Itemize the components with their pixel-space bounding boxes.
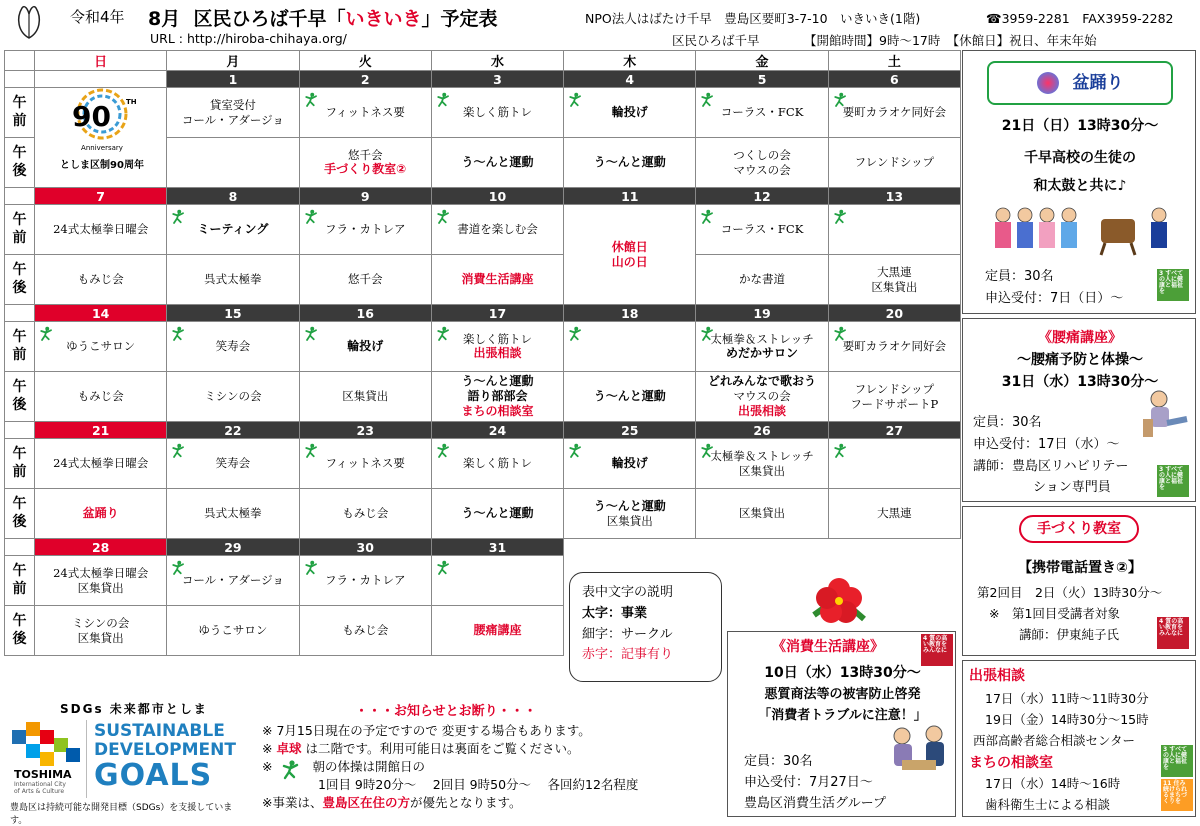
event-text: 出張相談 <box>473 346 522 361</box>
event-text: 要町カラオケ同好会 <box>842 105 946 120</box>
event-text: コール・アダージョ <box>181 573 284 588</box>
day-pm-cell <box>299 606 431 656</box>
date-number: 16 <box>299 305 431 322</box>
date-number: 3 <box>431 71 563 88</box>
back-date: 31日（水）13時30分～ <box>1001 374 1159 390</box>
legend-title: 表中文字の説明 <box>582 585 674 600</box>
day-pm-cell <box>35 489 167 539</box>
sdg4-icon: 4 質の高い教育をみんなに <box>921 634 953 666</box>
day-am-cell <box>35 556 167 606</box>
exercise-figure-icon <box>833 443 848 459</box>
back-lecturer2: ション専門員 <box>1033 480 1111 495</box>
event-text: 書道を楽しむ会 <box>457 222 538 237</box>
am-label: 午前 <box>5 205 35 255</box>
date-number: 10 <box>431 188 563 205</box>
back-lecturer1: 講師：豊島区リハビリテー <box>973 459 1129 474</box>
day-pm-cell <box>696 138 828 188</box>
consumer-l1: 悪質商法等の被害防止啓発 <box>764 687 921 702</box>
bon-odori-panel <box>962 50 1196 314</box>
event-text: かな書道 <box>739 272 786 287</box>
am-label: 午前 <box>5 439 35 489</box>
consult-title2: まちの相談室 <box>969 755 1053 771</box>
craft-note: ※ 第1回目受講者対象 <box>989 606 1120 621</box>
date-number: 27 <box>828 422 960 439</box>
event-text: 輪投げ <box>611 105 648 119</box>
date-number: 8 <box>167 188 299 205</box>
exercise-figure-icon <box>700 326 715 342</box>
notice-line5: ※事業は、豊島区在住の方が優先となります。 <box>262 795 522 810</box>
day-pm-cell <box>828 372 960 422</box>
exercise-figure-icon <box>39 326 54 342</box>
day-pm-cell <box>564 489 696 539</box>
event-text: コーラス・FCK <box>720 105 804 120</box>
event-text: どれみんなで歌おう <box>708 374 817 389</box>
date-number: 18 <box>564 305 696 322</box>
date-number: 23 <box>299 422 431 439</box>
weekday-header: 日 <box>35 51 167 71</box>
event-text: 区集貸出 <box>606 513 653 528</box>
event-text: コーラス・FCK <box>720 222 804 237</box>
hibiscus-icon <box>808 575 870 627</box>
craft-title: 手づくり教室 <box>1019 515 1139 543</box>
event-text: 区集貸出 <box>739 463 786 478</box>
day-am-cell <box>167 556 299 606</box>
event-text: う～んと運動 <box>593 155 666 169</box>
sdgs-caption: 豊島区は持続可能な開発目標（SDGs）を支援しています。 <box>10 803 233 826</box>
am-label: 午前 <box>5 556 35 606</box>
event-text: 区集貸出 <box>77 580 124 595</box>
event-text: ミシンの会 <box>72 616 130 631</box>
date-number: 19 <box>696 305 828 322</box>
day-pm-cell <box>828 138 960 188</box>
date-number: 14 <box>35 305 167 322</box>
back-sub: ～腰痛予防と体操～ <box>1017 352 1143 368</box>
weekday-header: 木 <box>564 51 696 71</box>
sdgs-goals: GOALS <box>94 758 213 793</box>
consumer-date: 10日（水）13時30分～ <box>764 665 921 681</box>
back-pain-panel <box>962 318 1196 502</box>
sdgs-city-logo <box>8 700 248 826</box>
day-am-cell <box>299 556 431 606</box>
event-text: 区集貸出 <box>739 506 786 521</box>
date-number: 6 <box>828 71 960 88</box>
url-link[interactable]: URL : http://hiroba-chihaya.org/ <box>150 31 347 46</box>
event-text: 太極拳＆ストレッチ <box>710 331 814 346</box>
day-pm-cell <box>431 372 563 422</box>
exercise-figure-icon <box>568 443 583 459</box>
exercise-figure-icon <box>833 92 848 108</box>
day-pm-cell <box>167 606 299 656</box>
day-am-cell <box>167 205 299 255</box>
day-pm-cell <box>696 489 828 539</box>
exercise-figure-icon <box>568 92 583 108</box>
exercise-figure-icon <box>700 209 715 225</box>
event-text: 笑寿会 <box>215 339 251 354</box>
date-number: 9 <box>299 188 431 205</box>
date-number: 25 <box>564 422 696 439</box>
event-text: 楽しく筋トレ <box>462 331 532 346</box>
exercise-figure-icon <box>436 326 451 342</box>
date-number: 20 <box>828 305 960 322</box>
weekday-header: 水 <box>431 51 563 71</box>
event-text: ミーティング <box>197 222 269 236</box>
am-label: 午前 <box>5 88 35 138</box>
date-number: 5 <box>696 71 828 88</box>
day-pm-cell <box>299 489 431 539</box>
weekday-header: 土 <box>828 51 960 71</box>
day-pm-cell <box>299 372 431 422</box>
toshima-mosaic-icon <box>12 722 80 766</box>
day-pm-cell <box>167 138 299 188</box>
sdg3-icon: 3 すべての人に健康と福祉を <box>1157 465 1189 497</box>
exercise-figure-icon <box>304 443 319 459</box>
notice-line3: ※ 朝の体操は開館日の <box>262 759 425 774</box>
legend-box <box>569 572 722 682</box>
day-am-cell <box>167 88 299 138</box>
event-text: ゆうこサロン <box>198 623 268 638</box>
event-text: 24式太極拳日曜会 <box>53 566 149 581</box>
date-number: 1 <box>167 71 299 88</box>
org-address: NPO法人はばたけ千早 豊島区要町3-7-10 いきいき(1階) <box>585 11 921 26</box>
event-text: 山の日 <box>611 254 648 269</box>
phone-fax: ☎3959-2281 FAX3959-2282 <box>986 11 1174 26</box>
event-text: マウスの会 <box>733 389 791 404</box>
date-number: 26 <box>696 422 828 439</box>
day-am-cell <box>564 439 696 489</box>
date-number: 17 <box>431 305 563 322</box>
day-pm-cell <box>167 372 299 422</box>
event-text: フレンドシップ <box>854 155 935 170</box>
stretch-illustration <box>1139 389 1191 443</box>
date-number: 21 <box>35 422 167 439</box>
exercise-figure-icon <box>171 209 186 225</box>
dancers-illustration <box>989 201 1179 261</box>
day-pm-cell <box>431 138 563 188</box>
date-number: 4 <box>564 71 696 88</box>
weekday-header: 火 <box>299 51 431 71</box>
event-text: もみじ会 <box>342 623 389 638</box>
event-text: めだかサロン <box>726 346 799 361</box>
event-text: 輪投げ <box>347 339 384 353</box>
event-text: コール・アダージョ <box>181 112 284 127</box>
day-pm-cell <box>696 255 828 305</box>
consumer-cap: 定員：30名 <box>744 754 813 769</box>
anniv-sub: Anniversary <box>81 144 123 152</box>
consult-l5: 歯科衛生士による相談 <box>985 797 1111 812</box>
consult-l2: 19日（金）14時30分～15時 <box>985 712 1149 727</box>
event-text: 太極拳＆ストレッチ <box>710 449 814 464</box>
event-text: もみじ会 <box>77 272 124 287</box>
date-number: 7 <box>35 188 167 205</box>
event-text: 輪投げ <box>611 456 648 470</box>
event-text: フラ・カトレア <box>324 222 406 237</box>
consumer-apply: 申込受付：7月27日～ <box>744 775 873 790</box>
event-text: 悠千会 <box>347 272 383 287</box>
event-text: 24式太極拳日曜会 <box>53 456 149 471</box>
date-number: 24 <box>431 422 563 439</box>
day-am-cell <box>167 322 299 372</box>
date-number: 13 <box>828 188 960 205</box>
pm-label: 午後 <box>5 606 35 656</box>
day-pm-cell <box>431 489 563 539</box>
event-text: 大黒連 <box>877 265 912 280</box>
consumer-lecture-panel <box>727 631 956 817</box>
event-text: 呉式太極拳 <box>204 506 262 521</box>
page-title: 8月 区民ひろば千早「いきいき」予定表 <box>148 8 498 30</box>
date-number: 2 <box>299 71 431 88</box>
sdg11-icon: 11 住み続けられるまちづくりを <box>1161 779 1193 811</box>
bon-l1: 千早高校の生徒の <box>1024 150 1136 166</box>
pm-label: 午後 <box>5 489 35 539</box>
sdg4-icon: 4 質の高い教育をみんなに <box>1157 617 1189 649</box>
am-label: 午前 <box>5 322 35 372</box>
bon-date: 21日（日）13時30分～ <box>1001 118 1159 134</box>
notice-body <box>262 722 638 812</box>
event-text: ゆうこサロン <box>66 339 136 354</box>
exercise-figure-icon <box>281 760 301 784</box>
event-text: 語り部部会 <box>467 389 528 403</box>
back-title: 《腰痛講座》 <box>1038 330 1122 346</box>
exercise-figure-icon <box>436 443 451 459</box>
pm-label: 午後 <box>5 372 35 422</box>
day-am-cell <box>299 439 431 489</box>
day-am-cell <box>35 322 167 372</box>
pm-label: 午後 <box>5 255 35 305</box>
day-am-cell <box>564 88 696 138</box>
event-text: 区集貸出 <box>342 389 389 404</box>
exercise-figure-icon <box>171 560 186 576</box>
day-pm-cell <box>828 255 960 305</box>
date-number: 28 <box>35 539 167 556</box>
sdg3-icon: 3 すべての人に健康と福祉を <box>1157 269 1189 301</box>
day-am-cell <box>696 205 828 255</box>
event-text: フラ・カトレア <box>324 573 406 588</box>
day-pm-cell <box>564 372 696 422</box>
day-pm-cell <box>696 372 828 422</box>
event-text: う～んと運動 <box>461 155 534 169</box>
day-pm-cell <box>431 255 563 305</box>
event-text: う～んと運動 <box>461 374 534 388</box>
people-illustration <box>888 724 950 778</box>
event-text: 大黒連 <box>877 506 912 521</box>
event-text: 楽しく筋トレ <box>462 105 532 120</box>
sdgs-city-sub2: of Arts & Culture <box>14 788 65 795</box>
sdgs-top: SDGs 未来都市としま <box>60 702 208 716</box>
legend-thin: 細字：サークル <box>582 626 673 642</box>
weekday-header: 月 <box>167 51 299 71</box>
event-text: 盆踊り <box>82 506 119 520</box>
notice-line2: ※ 卓球 は二階です。利用可能日は裏面をご覧ください。 <box>262 741 580 756</box>
day-am-cell <box>299 322 431 372</box>
exercise-figure-icon <box>304 326 319 342</box>
event-text: 楽しく筋トレ <box>462 456 532 471</box>
day-am-cell <box>564 322 696 372</box>
day-am-cell <box>431 205 563 255</box>
exercise-figure-icon <box>304 560 319 576</box>
event-text: フィットネス要 <box>325 105 405 120</box>
event-text: 休館日 <box>611 239 648 254</box>
date-number: 22 <box>167 422 299 439</box>
bon-title-box: 盆踊り <box>987 61 1173 105</box>
exercise-figure-icon <box>171 443 186 459</box>
day-pm-cell <box>299 138 431 188</box>
event-text: 悠千会 <box>347 147 383 162</box>
date-number: 31 <box>431 539 563 556</box>
event-text: フードサポートP <box>850 396 939 411</box>
day-pm-cell <box>167 255 299 305</box>
day-am-cell <box>167 439 299 489</box>
consult-title: 出張相談 <box>969 668 1025 684</box>
weekday-header: 金 <box>696 51 828 71</box>
fan-icon <box>1037 72 1059 94</box>
day-pm-cell <box>299 255 431 305</box>
day-am-cell <box>431 439 563 489</box>
day-pm-cell <box>564 138 696 188</box>
day-am-cell <box>299 205 431 255</box>
event-text: 笑寿会 <box>215 456 251 471</box>
craft-lecturer: 講師：伊東純子氏 <box>1019 627 1120 642</box>
craft-sub: 【携帯電話置き②】 <box>1018 560 1142 576</box>
exercise-figure-icon <box>700 92 715 108</box>
corner-cell <box>5 51 35 71</box>
event-text: 消費生活講座 <box>461 272 534 286</box>
day-am-cell <box>828 205 960 255</box>
exercise-figure-icon <box>436 92 451 108</box>
consult-l4: 17日（水）14時～16時 <box>985 776 1121 791</box>
exercise-figure-icon <box>833 326 848 342</box>
era: 令和4年 <box>70 8 125 26</box>
back-apply: 申込受付：17日（水）～ <box>973 437 1120 452</box>
date-number: 12 <box>696 188 828 205</box>
logo-icon <box>14 2 44 42</box>
anniv-th: TH <box>126 98 137 106</box>
event-text: 区集貸出 <box>77 630 124 645</box>
day-am-cell <box>828 88 960 138</box>
day-am-cell <box>431 322 563 372</box>
day-pm-cell <box>35 606 167 656</box>
day-am-cell <box>431 88 563 138</box>
exercise-figure-icon <box>833 209 848 225</box>
consultation-panel <box>962 660 1196 817</box>
event-text: う～んと運動 <box>593 389 666 403</box>
notice-line4: 1回目 9時20分～ 2回目 9時50分～ 各回約12名程度 <box>318 777 639 792</box>
day-am-cell <box>828 439 960 489</box>
exercise-figure-icon <box>171 326 186 342</box>
event-text: 貸室受付 <box>209 98 256 113</box>
day-am-cell <box>564 205 696 305</box>
day-pm-cell <box>35 372 167 422</box>
event-text: つくしの会 <box>733 148 791 163</box>
event-text: マウスの会 <box>733 162 791 177</box>
event-text: 腰痛講座 <box>473 623 522 637</box>
notice-line1: ※ 7月15日現在の予定ですので 変更する場合もあります。 <box>262 723 591 738</box>
anniversary-logo <box>42 88 162 180</box>
sdgs-city: TOSHIMA <box>14 768 72 781</box>
pm-label: 午後 <box>5 138 35 188</box>
anniv-caption: としま区制90周年 <box>60 160 144 171</box>
opening-hours: 【開館時間】9時～17時 【休館日】祝日、年末年始 <box>804 33 1097 48</box>
sdgs-sus: SUSTAINABLE <box>94 721 225 741</box>
sdg3-icon: 3 すべての人に健康と福祉を <box>1161 745 1193 777</box>
back-cap: 定員：30名 <box>973 415 1042 430</box>
day-am-cell <box>35 439 167 489</box>
sdgs-city-sub1: International City <box>14 781 66 788</box>
consult-l1: 17日（水）11時～11時30分 <box>985 691 1149 706</box>
day-am-cell <box>35 205 167 255</box>
date-number: 30 <box>299 539 431 556</box>
day-am-cell <box>696 322 828 372</box>
day-pm-cell <box>828 489 960 539</box>
legend-red: 赤字：記事有り <box>582 647 674 663</box>
consumer-title: 《消費生活講座》 <box>772 639 884 655</box>
bon-apply: 申込受付：7日（日）～ <box>985 291 1124 306</box>
event-text: 出張相談 <box>738 403 787 418</box>
exercise-figure-icon <box>436 560 451 576</box>
event-text: フィットネス要 <box>325 456 405 471</box>
craft-panel <box>962 506 1196 656</box>
craft-date: 第2回目 2日（火）13時30分～ <box>977 585 1163 600</box>
anniv-number: 90 <box>72 100 111 133</box>
consult-l3: 西部高齢者総合相談センター <box>973 733 1136 748</box>
bon-cap: 定員：30名 <box>985 269 1054 284</box>
event-text: 24式太極拳日曜会 <box>53 222 149 237</box>
exercise-figure-icon <box>700 443 715 459</box>
event-text: 区集貸出 <box>871 279 918 294</box>
event-text: もみじ会 <box>342 506 389 521</box>
event-text: フレンドシップ <box>854 382 935 397</box>
date-number: 15 <box>167 305 299 322</box>
event-text: 呉式太極拳 <box>204 272 262 287</box>
event-text: う～んと運動 <box>593 498 666 513</box>
day-pm-cell <box>35 255 167 305</box>
bon-l2: 和太鼓と共に♪ <box>1033 178 1127 194</box>
day-am-cell <box>299 88 431 138</box>
legend-bold: 太字：事業 <box>582 605 648 621</box>
consumer-l2: 「消費者トラブルに注意！」 <box>758 708 927 723</box>
day-am-cell <box>828 322 960 372</box>
exercise-figure-icon <box>568 326 583 342</box>
hiroba-name: 区民ひろば千早 <box>672 33 760 48</box>
event-text: 要町カラオケ同好会 <box>842 339 946 354</box>
day-am-cell <box>696 439 828 489</box>
exercise-figure-icon <box>304 209 319 225</box>
event-text: もみじ会 <box>77 389 124 404</box>
day-am-cell <box>431 556 563 606</box>
event-text: 手づくり教室② <box>324 162 407 177</box>
day-am-cell <box>696 88 828 138</box>
notice-title: ・・・お知らせとお断り・・・ <box>355 704 537 719</box>
date-number <box>35 71 167 88</box>
consumer-org: 豊島区消費生活グループ <box>744 796 886 811</box>
event-text: う～んと運動 <box>461 506 534 520</box>
event-text: ミシンの会 <box>204 389 262 404</box>
day-pm-cell <box>431 606 563 656</box>
date-number: 11 <box>564 188 696 205</box>
exercise-figure-icon <box>436 209 451 225</box>
day-pm-cell <box>167 489 299 539</box>
event-text: まちの相談室 <box>461 404 534 418</box>
sdgs-dev: DEVELOPMENT <box>94 740 236 760</box>
date-number: 29 <box>167 539 299 556</box>
exercise-figure-icon <box>304 92 319 108</box>
